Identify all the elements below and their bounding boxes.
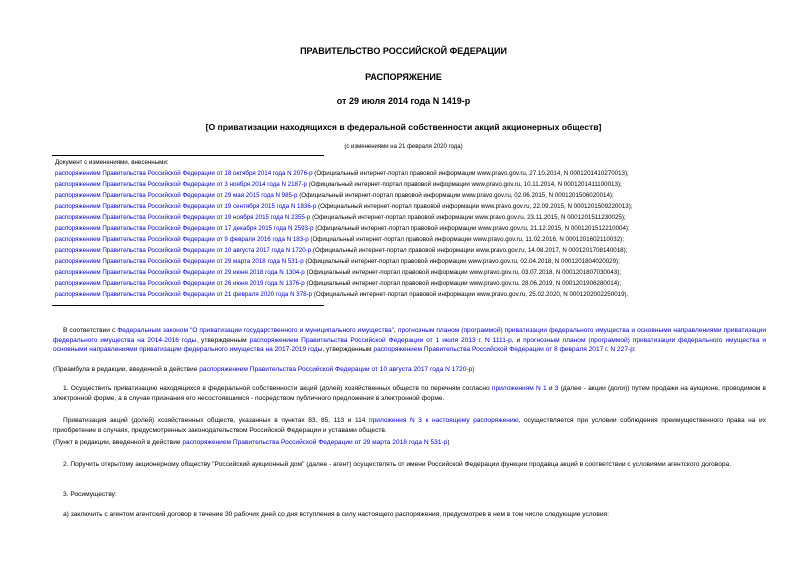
paragraph-3: 3. Росимуществу: (63, 491, 117, 498)
federal-law-link[interactable]: Федеральным законом "О приватизации государственного и муниципального имущества" (117, 327, 395, 334)
paragraph-1 (53, 384, 766, 403)
amendment-row (55, 234, 800, 245)
paragraph-text: , осуществляется при условии соблюдения преимущественного права на их приобретение в случаях, предусмотренных законодательством Российской Федерации и уставами обществ. (53, 417, 766, 434)
note-text: ) (472, 366, 475, 373)
amendment-link[interactable]: распоряжением Правительства Российской Федерации от 10 августа 2017 года N 1720-р (55, 247, 312, 254)
preamble-text: В соответствии с (63, 327, 118, 334)
preamble-note (53, 365, 766, 375)
order-227-link[interactable]: распоряжением Правительства Российской Федерации от 8 февраля 2017 г. N 227-р (373, 346, 634, 354)
amendment-row (55, 190, 800, 201)
note-text: ) (447, 439, 450, 446)
amendments-list (55, 157, 800, 300)
revision-note: (с изменениями на 21 февраля 2020 года) (344, 144, 463, 150)
paragraph-1-note (53, 438, 766, 448)
preamble-paragraph (53, 326, 766, 355)
amendment-source: (Официальный интернет-портал правовой информации www.pravo.gov.ru, 25.02.2020, N 0001202002250019). (312, 291, 629, 298)
amendment-source: (Официальный интернет-портал правовой информации www.pravo.gov.ru, 03.07.2018, N 0001201807030043); (304, 269, 621, 276)
amendment-link[interactable]: распоряжением Правительства Российской Федерации от 17 декабря 2015 года N 2593-р (55, 225, 314, 232)
government-heading: ПРАВИТЕЛЬСТВО РОССИЙСКОЙ ФЕДЕРАЦИИ (300, 46, 507, 56)
amendment-link[interactable]: распоряжением Правительства Российской Федерации от 19 ноября 2015 года N 2355-р (55, 214, 311, 221)
amendment-source: (Официальный интернет-портал правовой информации www.pravo.gov.ru, 11.02.2016, N 0001201602110032); (308, 236, 624, 243)
appendix-3-link[interactable]: 3 (554, 385, 559, 392)
amendment-source: (Официальный интернет-портал правовой информации www.pravo.gov.ru, 22.09.2015, N 0001201509220013); (316, 203, 633, 210)
amendment-row (55, 245, 800, 256)
paragraph-text: 1. Осуществить приватизацию находящихся в федеральной собственности акций (долей) хозяйственных обществ по перечням согласно (63, 385, 492, 392)
paragraph-text: и (546, 385, 555, 392)
amendment-link[interactable]: распоряжением Правительства Российской Федерации от 29 марта 2018 года N 531-р (55, 258, 304, 265)
amendment-source: (Официальный интернет-портал правовой информации www.pravo.gov.ru, 28.06.2019, N 0001201906280014); (304, 280, 621, 287)
amendment-source: (Официальный интернет-портал правовой информации www.pravo.gov.ru, 21.12.2015, N 0001201512210004); (313, 225, 630, 232)
paragraph-text: (далее - акции (доли)) путем продажи на аукционе, проводимом в электронной форме, а в случае признания его несостоявшимся - посредством публичного предложения в электронной форме. (53, 385, 766, 402)
order-1111-link[interactable]: распоряжением Правительства Российской Федерации от 1 июля 2013 г. N 1111-р (249, 336, 512, 344)
divider-bottom (52, 305, 324, 306)
amendment-row (55, 267, 800, 278)
amendment-row (55, 168, 800, 179)
amendment-link[interactable]: распоряжением Правительства Российской Федерации от 29 мая 2015 года N 985-р (55, 192, 298, 199)
appendix-1-link[interactable]: приложениям N 1 (491, 385, 547, 392)
note-text: (Преамбула в редакции, введенной в действие (53, 366, 200, 373)
amendment-link[interactable]: распоряжением Правительства Российской Федерации от 29 июня 2018 года N 1304-р (55, 269, 305, 276)
amendment-source: (Официальный интернет-портал правовой информации www.pravo.gov.ru, 10.11.2014, N 0001201411100013); (306, 181, 622, 188)
note-text: (Пункт в редакции, введенной в действие (53, 439, 183, 446)
amendment-row (55, 212, 800, 223)
amendment-link[interactable]: распоряжением Правительства Российской Федерации от 9 февраля 2016 года N 183-р (55, 236, 309, 243)
amendment-source: (Официальный интернет-портал правовой информации www.pravo.gov.ru, 02.04.2018, N 0001201804020029); (303, 258, 620, 265)
preamble-text: , и (511, 336, 524, 344)
amendments-intro: Документ с изменениями, внесенными: (55, 159, 169, 166)
amendment-source: (Официальный интернет-портал правовой информации www.pravo.gov.ru, 14.08.2017, N 0001201708140018); (311, 247, 628, 254)
amendment-link[interactable]: распоряжением Правительства Российской Федерации от 21 февраля 2020 года N 378-р (55, 291, 313, 298)
paragraph-2: 2. Поручить открытому акционерному обществу "Российский аукционный дом" (далее - агент) осуществлять от имени Российской Федерации функции продавца акций в соответствии с условиями агентского договора. (63, 461, 732, 468)
preamble-text: , утвержденным (196, 336, 250, 344)
amendment-link[interactable]: распоряжением Правительства Российской Федерации от 26 июня 2019 года N 1376-р (55, 280, 305, 287)
divider-top (52, 155, 324, 156)
amendment-link[interactable]: распоряжением Правительства Российской Федерации от 18 октября 2014 года N 2076-р (55, 170, 313, 177)
preamble-text: , (394, 327, 398, 334)
order-531-link[interactable]: распоряжением Правительства Российской Федерации от 29 марта 2018 года N 531-р (182, 439, 448, 446)
amendment-row (55, 256, 800, 267)
amendment-source: (Официальный интернет-портал правовой информации www.pravo.gov.ru, 27.10.2014, N 0001201410270013); (312, 170, 629, 177)
amendment-link[interactable]: распоряжением Правительства Российской Федерации от 3 ноября 2014 года N 2187-р (55, 181, 307, 188)
amendment-row (55, 201, 800, 212)
forecast-plan-2014-link[interactable]: прогнозным планом (программой) приватизации федерального имущества и основными направлениями приватизации федерального имущества на 2014-2016 годы (53, 327, 767, 344)
appendix-3-order-link[interactable]: приложения N 3 к настоящему распоряжению (369, 417, 519, 424)
amendment-row (55, 289, 800, 300)
paragraph-3a: а) заключить с агентом агентский договор в течение 30 рабочих дней со дня вступления в силу настоящего распоряжения, предусмотрев в нем в том числе следующие условия: (63, 511, 609, 518)
amendment-row (55, 223, 800, 234)
document-title: [О приватизации находящихся в федеральной собственности акций акционерных обществ] (205, 122, 602, 132)
document-date-number: от 29 июля 2014 года N 1419-р (336, 96, 471, 106)
preamble-text: , утвержденным (322, 346, 374, 354)
paragraph-text: Приватизация акций (долей) хозяйственных обществ, указанных в пунктах 83, 85, 113 и 114 (63, 417, 370, 424)
amendment-row (55, 179, 800, 190)
paragraph-1-part-2 (53, 416, 766, 435)
amendment-source: (Официальный интернет-портал правовой информации www.pravo.gov.ru, 02.06.2015, N 0001201506020014); (297, 192, 614, 199)
preamble-text: : (633, 346, 636, 354)
order-1720-link[interactable]: распоряжением Правительства Российской Федерации от 10 августа 2017 года N 1720-р (199, 366, 473, 373)
forecast-plan-2017-link[interactable]: прогнозным планом (программой) приватизации федерального имущества и основными направлениями приватизации федерального имущества на 2017-2019 годы (53, 336, 767, 354)
amendment-row (55, 278, 800, 289)
amendment-link[interactable]: распоряжением Правительства Российской Федерации от 19 сентября 2015 года N 1836-р (55, 203, 317, 210)
amendment-source: (Официальный интернет-портал правовой информации www.pravo.gov.ru, 23.11.2015, N 0001201511230025); (310, 214, 626, 221)
document-type-heading: РАСПОРЯЖЕНИЕ (365, 72, 442, 82)
